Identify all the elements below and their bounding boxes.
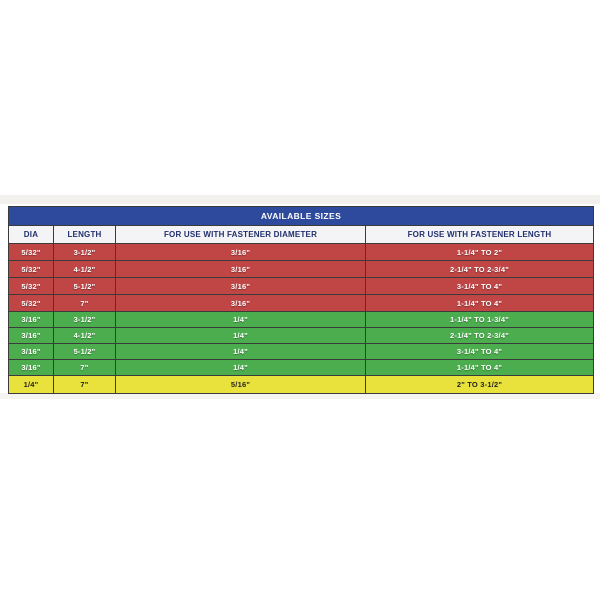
cell-length: 3-1/2" <box>54 312 116 328</box>
cell-fastener-length: 2-1/4" TO 2-3/4" <box>366 328 594 344</box>
cell-fastener-length: 1-1/4" TO 2" <box>366 244 594 261</box>
cell-fastener-diameter: 3/16" <box>116 295 366 312</box>
cell-fastener-diameter: 1/4" <box>116 360 366 376</box>
table-row <box>9 295 594 312</box>
column-header-length: LENGTH <box>54 226 116 244</box>
cell-fastener-diameter: 1/4" <box>116 312 366 328</box>
cell-dia: 5/32" <box>9 261 54 278</box>
cell-length: 3-1/2" <box>54 244 116 261</box>
table-title-row <box>9 207 594 226</box>
top-divider-band <box>0 195 600 204</box>
table-row <box>9 278 594 295</box>
cell-length: 4-1/2" <box>54 328 116 344</box>
cell-length: 7" <box>54 360 116 376</box>
table-row <box>9 312 594 328</box>
cell-dia: 3/16" <box>9 360 54 376</box>
cell-fastener-diameter: 3/16" <box>116 278 366 295</box>
cell-dia: 1/4" <box>9 376 54 394</box>
table-row <box>9 376 594 394</box>
column-header-fastener-diameter: FOR USE WITH FASTENER DIAMETER <box>116 226 366 244</box>
cell-fastener-diameter: 1/4" <box>116 344 366 360</box>
cell-length: 5-1/2" <box>54 278 116 295</box>
cell-fastener-length: 3-1/4" TO 4" <box>366 344 594 360</box>
cell-fastener-diameter: 5/16" <box>116 376 366 394</box>
cell-dia: 5/32" <box>9 278 54 295</box>
table-row <box>9 344 594 360</box>
available-sizes-table <box>8 206 594 394</box>
cell-fastener-length: 1-1/4" TO 1-3/4" <box>366 312 594 328</box>
cell-dia: 3/16" <box>9 344 54 360</box>
cell-length: 4-1/2" <box>54 261 116 278</box>
cell-length: 7" <box>54 376 116 394</box>
cell-fastener-diameter: 3/16" <box>116 244 366 261</box>
table-row <box>9 244 594 261</box>
cell-dia: 3/16" <box>9 312 54 328</box>
column-header-dia: DIA <box>9 226 54 244</box>
column-header-fastener-length: FOR USE WITH FASTENER LENGTH <box>366 226 594 244</box>
cell-length: 5-1/2" <box>54 344 116 360</box>
table-row <box>9 328 594 344</box>
cell-fastener-length: 3-1/4" TO 4" <box>366 278 594 295</box>
table-row <box>9 360 594 376</box>
cell-fastener-length: 1-1/4" TO 4" <box>366 295 594 312</box>
cell-fastener-length: 2" TO 3-1/2" <box>366 376 594 394</box>
table-row <box>9 261 594 278</box>
cell-fastener-length: 1-1/4" TO 4" <box>366 360 594 376</box>
cell-dia: 5/32" <box>9 295 54 312</box>
cell-dia: 3/16" <box>9 328 54 344</box>
cell-length: 7" <box>54 295 116 312</box>
table-header-row <box>9 226 594 244</box>
cell-dia: 5/32" <box>9 244 54 261</box>
table-title: AVAILABLE SIZES <box>9 207 594 226</box>
cell-fastener-length: 2-1/4" TO 2-3/4" <box>366 261 594 278</box>
cell-fastener-diameter: 1/4" <box>116 328 366 344</box>
cell-fastener-diameter: 3/16" <box>116 261 366 278</box>
